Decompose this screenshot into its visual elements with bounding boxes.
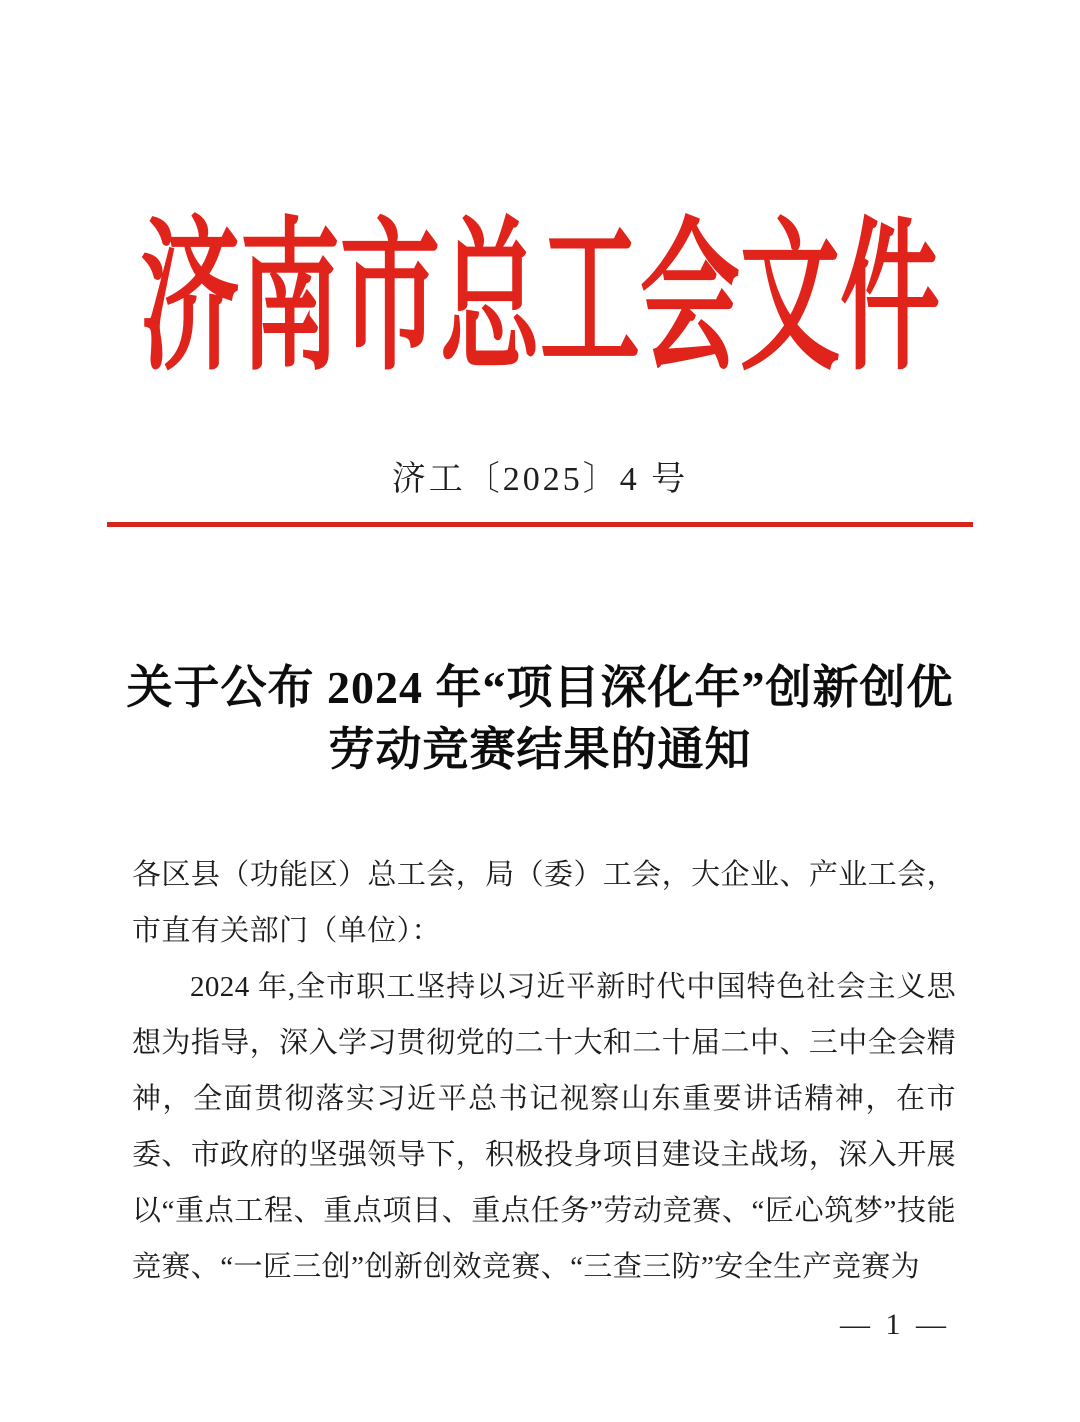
document-title-line1: 关于公布 2024 年“项目深化年”创新创优	[126, 662, 954, 713]
document-title-line2: 劳动竞赛结果的通知	[328, 724, 752, 775]
page-number: — 1 —	[840, 1308, 950, 1341]
doc-number: 济工〔2025〕4 号	[391, 461, 689, 498]
masthead-text: 济南市总工会文件	[140, 208, 940, 391]
salutation-paragraph: 各区县（功能区）总工会，局（委）工会，大企业、产业工会，市直有关部门（单位）：	[132, 859, 956, 947]
document-masthead	[0, 208, 1080, 391]
red-divider-line	[107, 522, 973, 527]
document-title	[0, 657, 1080, 781]
body-paragraph-1: 2024 年,全市职工坚持以习近平新时代中国特色社会主义思想为指导，深入学习贯彻党的二十大和二十届二中、三中全会精神，全面贯彻落实习近平总书记视察山东重要讲话精神，在市委、市政府的坚强领导下，积极投身项目建设主战场，深入开展以“重点工程、重点项目、重点任务”劳动竞赛、“匠心筑梦”技能竞赛、“一匠三创”创新创效竞赛、“三查三防”安全生产竞赛为	[132, 971, 956, 1283]
document-body	[132, 847, 956, 1295]
